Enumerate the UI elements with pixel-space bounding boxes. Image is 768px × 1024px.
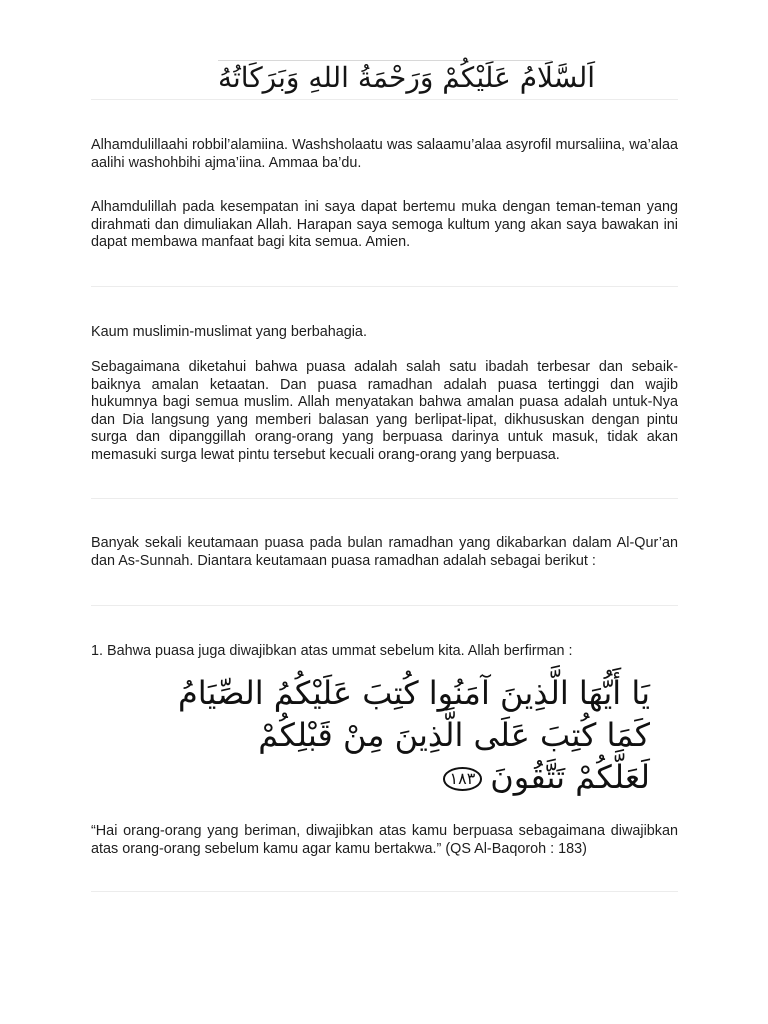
divider — [91, 99, 678, 100]
point-one-paragraph: 1. Bahwa puasa juga diwajibkan atas ummat sebelum kita. Allah berfirman : — [91, 643, 573, 659]
divider — [91, 891, 678, 892]
divider — [91, 286, 678, 287]
address-paragraph: Kaum muslimin-muslimat yang berbahagia. — [91, 324, 367, 340]
opening-praise-paragraph: Alhamdulillaahi robbil’alamiina. Washsholaatu was salaamu’alaa asyrofil mursaliina, wa’alaa aalihi washohbihi ajma’iina. Ammaa ba’du. — [91, 137, 678, 171]
verse-line-1: يَا أَيُّهَا الَّذِينَ آمَنُوا كُتِبَ عَلَيْكُمُ الصِّيَامُ — [177, 674, 650, 712]
ramadhan-virtues-intro-paragraph: Banyak sekali keutamaan puasa pada bulan ramadhan yang dikabarkan dalam Al-Qur’an dan As-Sunnah. Diantara keutamaan puasa ramadhan adalah sebagai berikut : — [91, 535, 678, 569]
greeting-paragraph: Alhamdulillah pada kesempatan ini saya dapat bertemu muka dengan teman-teman yang dirahmati dan dimuliakan Allah. Harapan saya semoga kultum yang akan saya bawakan ini dapat membawa manfaat bagi kita semua. Amien. — [91, 199, 678, 251]
quran-verse-calligraphy — [120, 672, 650, 802]
verse-line-3 — [120, 756, 650, 798]
verse-line-3-text: لَعَلَّكُمْ تَتَّقُونَ — [490, 758, 650, 796]
divider — [91, 605, 678, 606]
divider — [91, 498, 678, 499]
verse-line-2: كَمَا كُتِبَ عَلَى الَّذِينَ مِنْ قَبْلِكُمْ — [258, 716, 650, 754]
verse-translation-paragraph: “Hai orang-orang yang beriman, diwajibkan atas kamu berpuasa sebagaimana diwajibkan atas orang-orang sebelum kamu agar kamu bertakwa.” (QS Al-Baqoroh : 183) — [91, 823, 678, 857]
fasting-virtue-paragraph: Sebagaimana diketahui bahwa puasa adalah salah satu ibadah terbesar dan sebaik-baiknya amalan ketaatan. Dan puasa ramadhan adalah puasa tertinggi dan wajib hukumnya bagi semua muslim. Allah menyatakan bahwa amalan puasa adalah untuk-Nya dan Dia langsung yang memberi balasan yang berlipat-lipat, dikhususkan dengan pintu surga dan dipanggillah orang-orang yang berpuasa darinya untuk masuk, tidak akan memasuki surga lewat pintu tersebut kecuali orang-orang yang berpuasa. — [91, 359, 678, 463]
ayah-number-marker: ١٨٣ — [443, 767, 483, 791]
arabic-greeting-calligraphy: اَلسَّلَامُ عَلَيْكُمْ وَرَحْمَةُ اللهِ وَبَرَكَاتُهُ — [218, 61, 596, 94]
